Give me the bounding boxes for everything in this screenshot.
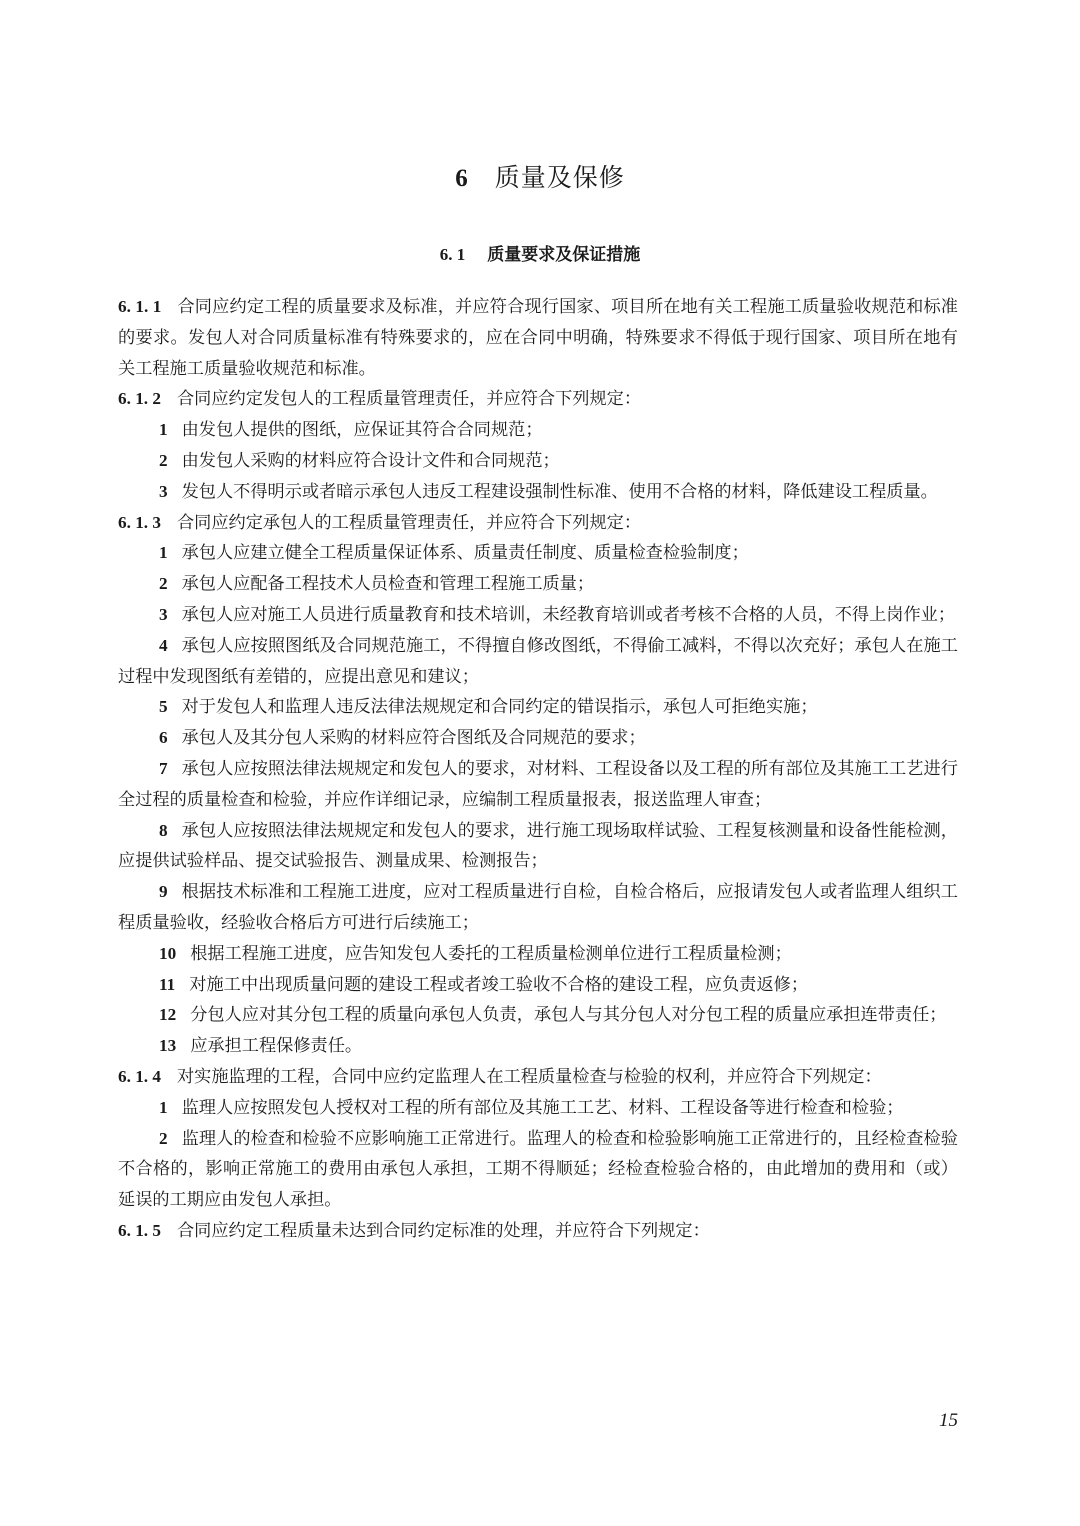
list-item xyxy=(118,538,958,569)
item-number: 10 xyxy=(159,943,177,963)
clause-text: 合同应约定发包人的工程质量管理责任，并应符合下列规定： xyxy=(176,389,642,410)
list-item xyxy=(118,816,958,878)
clause-number: 6. 1. 3 xyxy=(118,512,161,532)
chapter-title-text: 质量及保修 xyxy=(494,163,625,192)
list-item xyxy=(118,877,958,939)
item-text: 承包人应配备工程技术人员检查和管理工程施工质量； xyxy=(181,574,595,595)
section-title-text: 质量要求及保证措施 xyxy=(487,245,641,265)
clause-6-1-5 xyxy=(118,1216,958,1247)
item-text: 承包人应对施工人员进行质量教育和技术培训，未经教育培训或者考核不合格的人员，不得上岗作业； xyxy=(181,604,956,625)
item-number: 1 xyxy=(159,543,168,563)
clause-text: 合同应约定承包人的工程质量管理责任，并应符合下列规定： xyxy=(176,512,642,533)
clause-text: 合同应约定工程质量未达到合同约定标准的处理，并应符合下列规定： xyxy=(176,1220,710,1241)
item-number: 12 xyxy=(159,1005,177,1025)
item-number: 2 xyxy=(159,450,168,470)
item-number: 3 xyxy=(159,604,168,624)
list-item xyxy=(118,415,958,446)
item-number: 13 xyxy=(159,1036,177,1056)
item-number: 6 xyxy=(159,728,168,748)
list-item xyxy=(118,569,958,600)
clause-text: 合同应约定工程的质量要求及标准，并应符合现行国家、项目所在地有关工程施工质量验收规范和标准的要求。发包人对合同质量标准有特殊要求的，应在合同中明确，特殊要求不得低于现行国家、项目所在地有关工程施工质量验收规范和标准。 xyxy=(118,297,958,379)
item-text: 根据技术标准和工程施工进度，应对工程质量进行自检，自检合格后，应报请发包人或者监理人组织工程质量验收，经验收合格后方可进行后续施工； xyxy=(118,882,958,933)
clause-number: 6. 1. 5 xyxy=(118,1220,161,1240)
page-number: 15 xyxy=(939,1410,958,1431)
list-item xyxy=(118,692,958,723)
clause-text: 对实施监理的工程，合同中应约定监理人在工程质量检查与检验的权利，并应符合下列规定： xyxy=(176,1066,882,1087)
item-text: 由发包人提供的图纸，应保证其符合合同规范； xyxy=(181,420,543,441)
chapter-number: 6 xyxy=(455,165,469,192)
item-text: 发包人不得明示或者暗示承包人违反工程建设强制性标准、使用不合格的材料，降低建设工程质量。 xyxy=(181,481,938,502)
clause-number: 6. 1. 2 xyxy=(118,389,161,409)
item-text: 对施工中出现质量问题的建设工程或者竣工验收不合格的建设工程，应负责返修； xyxy=(189,974,809,995)
item-text: 监理人应按照发包人授权对工程的所有部位及其施工工艺、材料、工程设备等进行检查和检验； xyxy=(181,1097,904,1118)
item-text: 承包人及其分包人采购的材料应符合图纸及合同规范的要求； xyxy=(181,728,646,749)
item-number: 5 xyxy=(159,697,168,717)
item-number: 7 xyxy=(159,758,168,778)
item-text: 承包人应按照法律法规规定和发包人的要求，进行施工现场取样试验、工程复核测量和设备性能检测，应提供试验样品、提交试验报告、测量成果、检测报告； xyxy=(118,820,958,872)
item-text: 由发包人采购的材料应符合设计文件和合同规范； xyxy=(181,450,560,471)
item-text: 对于发包人和监理人违反法律法规规定和合同约定的错误指示，承包人可拒绝实施； xyxy=(181,697,818,718)
document-body xyxy=(118,292,958,1247)
item-text: 监理人的检查和检验不应影响施工正常进行。监理人的检查和检验影响施工正常进行的，且经检查检验不合格的，影响正常施工的费用由承包人承担，工期不得顺延；经检查检验合格的，由此增加的费用和（或）延误的工期应由发包人承担。 xyxy=(118,1128,958,1211)
section-title xyxy=(0,240,1080,265)
item-number: 9 xyxy=(159,882,168,902)
list-item xyxy=(118,477,958,508)
item-text: 应承担工程保修责任。 xyxy=(190,1036,363,1057)
clause-number: 6. 1. 1 xyxy=(118,297,162,316)
item-text: 承包人应建立健全工程质量保证体系、质量责任制度、质量检查检验制度； xyxy=(181,543,749,564)
clause-6-1-2 xyxy=(118,384,958,415)
item-number: 2 xyxy=(159,574,168,594)
list-item xyxy=(118,939,958,970)
item-number: 1 xyxy=(159,420,168,440)
list-item xyxy=(118,446,958,477)
item-number: 3 xyxy=(159,481,168,501)
item-text: 分包人应对其分包工程的质量向承包人负责，承包人与其分包人对分包工程的质量应承担连带责任； xyxy=(190,1005,947,1026)
item-number: 2 xyxy=(159,1128,168,1148)
clause-6-1-1 xyxy=(118,292,958,384)
item-text: 承包人应按照图纸及合同规范施工，不得擅自修改图纸，不得偷工减料，不得以次充好；承包人在施工过程中发现图纸有差错的，应提出意见和建议； xyxy=(118,635,958,687)
item-text: 根据工程施工进度，应告知发包人委托的工程质量检测单位进行工程质量检测； xyxy=(190,943,792,964)
section-number: 6. 1 xyxy=(439,245,466,264)
list-item xyxy=(118,723,958,754)
list-item xyxy=(118,754,958,816)
list-item xyxy=(118,1093,958,1124)
list-item xyxy=(118,1000,958,1031)
list-item xyxy=(118,970,958,1001)
chapter-title xyxy=(0,158,1080,194)
list-item xyxy=(118,1124,958,1216)
item-number: 8 xyxy=(159,820,168,840)
clause-6-1-3 xyxy=(118,508,958,539)
list-item xyxy=(118,1031,958,1062)
item-number: 1 xyxy=(159,1097,168,1117)
item-number: 4 xyxy=(159,635,168,655)
item-text: 承包人应按照法律法规规定和发包人的要求，对材料、工程设备以及工程的所有部位及其施工工艺进行全过程的质量检查和检验，并应作详细记录，应编制工程质量报表，报送监理人审查； xyxy=(118,758,958,810)
list-item xyxy=(118,631,958,693)
clause-number: 6. 1. 4 xyxy=(118,1066,161,1086)
item-number: 11 xyxy=(159,974,176,994)
clause-6-1-4 xyxy=(118,1062,958,1093)
list-item xyxy=(118,600,958,631)
